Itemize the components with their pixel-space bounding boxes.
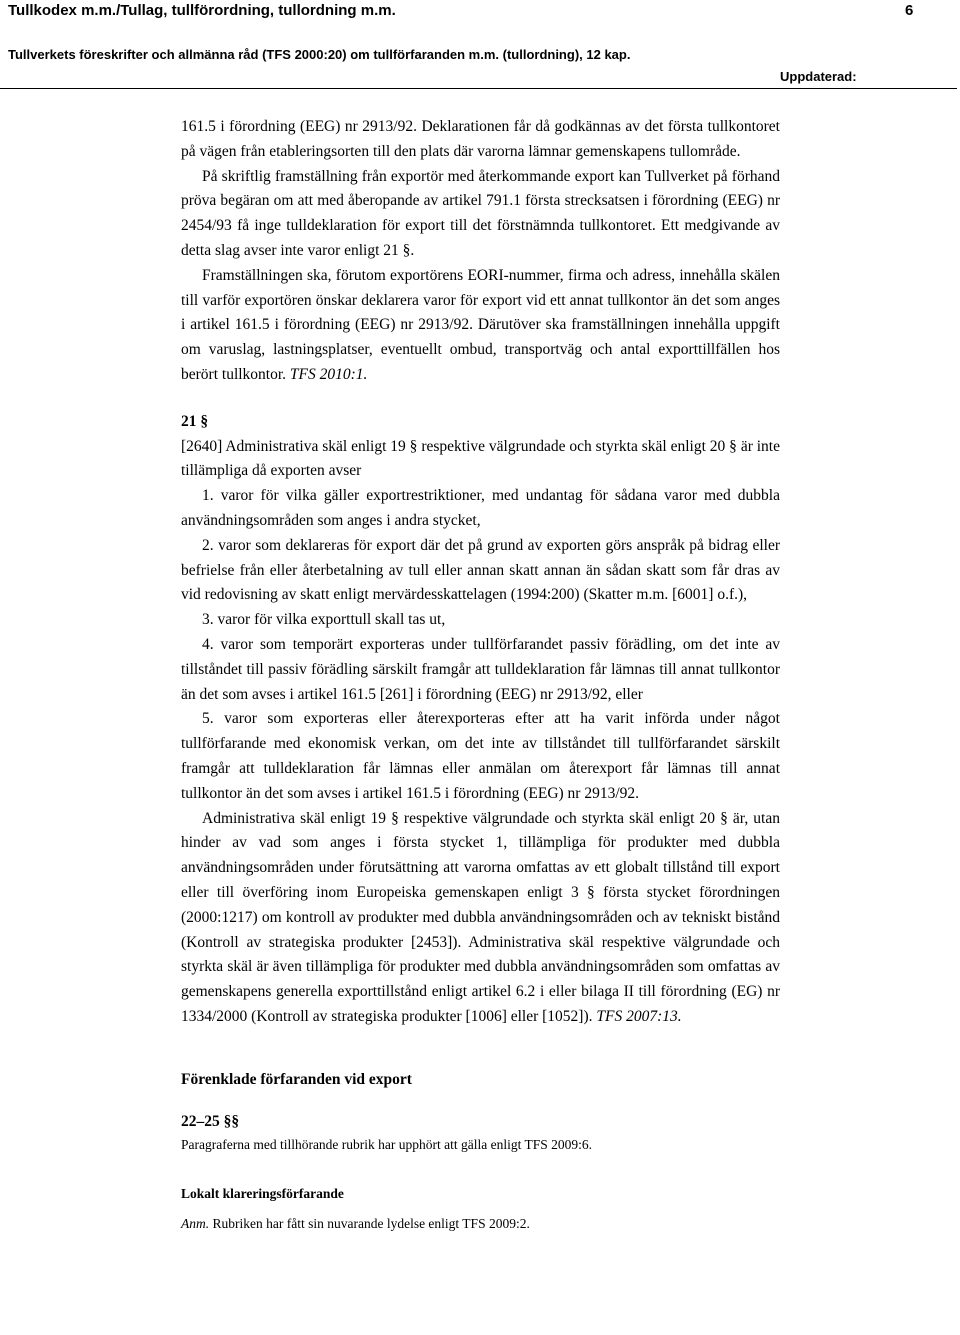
note-text: Rubriken har fått sin nuvarande lydelse enligt TFS 2009:2. bbox=[212, 1216, 530, 1232]
heading-simplified-procedures: Förenklade förfaranden vid export bbox=[181, 1070, 412, 1088]
document-subtitle: Tullverkets föreskrifter och allmänna råd (TFS 2000:20) om tullförfaranden m.m. (tullordning), 12 kap. bbox=[8, 47, 631, 62]
list-item-3: 3. varor för vilka exporttull skall tas ut, bbox=[202, 611, 446, 629]
section-22-25-heading: 22–25 §§ bbox=[181, 1113, 240, 1131]
list-item-4: 4. varor som temporärt exporteras under tullförfarandet passiv förädling, om det inte av tillståndet till passiv förädling särskilt framgår att tulldeklaration får lämnas till annat tullkontor än det som avses i artikel 161.5 [261] i förordning (EEG) nr 2913/92, eller bbox=[181, 635, 780, 703]
section-21-heading: 21 § bbox=[181, 412, 209, 430]
heading-local-clearance: Lokalt klareringsförfarande bbox=[181, 1186, 344, 1202]
section-22-25-text: Paragraferna med tillhörande rubrik har upphört att gälla enligt TFS 2009:6. bbox=[181, 1137, 593, 1153]
paragraph-application bbox=[181, 264, 780, 388]
list-item-2: 2. varor som deklareras för export där det på grund av exporten görs anspråk på bidrag eller befrielse från eller återbetalning av tull eller annan skatt annan än sådan skatt som får dras av vid redovisning av skatt enligt mervärdesskattelagen (1994:200) (Skatter m.m. [6001] o.f.), bbox=[181, 536, 780, 604]
list-item-5: 5. varor som exporteras eller återexporteras efter att ha varit införda under något tullförfarande med ekonomisk verkan, om det inte av tillståndet till tullförfarandet särskilt framgår att tulldeklaration får lämnas eller anmälan om återexport får lämnas till annat tullkontor än det som avses i artikel 161.5 i förordning (EEG) nr 2913/92. bbox=[181, 710, 780, 802]
page-number: 6 bbox=[905, 2, 914, 19]
note bbox=[181, 1214, 780, 1234]
header-divider bbox=[0, 88, 957, 89]
paragraph-dual-use-text: Administrativa skäl enligt 19 § respektive välgrundade och styrkta skäl enligt 20 § är, utan hinder av vad som anges i första stycket 1, tillämpliga för produkter med dubbla användningsområden under förutsättning att varorna omfattas av ett globalt tillstånd till export eller till överföring inom Europeiska gemenskapen enligt 3 § första stycket förordningen (2000:1217) om kontroll av produkter med dubbla användningsområden och av tekniskt bistånd (Kontroll av strategiska produkter [2453]). Administrativa skäl respektive välgrundade och styrkta skäl är även tillämpliga för produkter med dubbla användningsområden som omfattas av gemenskapens generella exporttillstånd enligt artikel 6.2 i eller bilaga II till förordning (EG) nr 1334/2000 (Kontroll av strategiska produkter [1006] eller [1052]). bbox=[181, 809, 780, 1025]
tfs-reference: TFS 2007:13. bbox=[596, 1007, 682, 1025]
paragraph-advance-ruling: På skriftlig framställning från exportör med återkommande export kan Tullverket på förhand pröva begäran om att med åberopande av artikel 791.1 första strecksatsen i förordning (EEG) nr 2454/93 få inge tulldeklaration för export till det förstnämnda tullkontoret. Ett medgivande av detta slag avser inte varor enligt 21 §. bbox=[181, 167, 780, 259]
note-label: Anm. bbox=[181, 1216, 210, 1232]
paragraph-continuation: 161.5 i förordning (EEG) nr 2913/92. Deklarationen får då godkännas av det första tullkontoret på vägen från etableringsorten till den plats där varorna lämnar gemenskapens tullområde. bbox=[181, 118, 780, 160]
paragraph-application-text: Framställningen ska, förutom exportörens EORI-nummer, firma och adress, innehålla skälen till varför exportören önskar deklarera varor för export vid ett annat tullkontor än det som anges i artikel 161.5 i förordning (EEG) nr 2913/92. Därutöver ska framställningen innehålla uppgift om varuslag, lastningsplatser, eventuellt ombud, transportväg och antal exporttillfällen hos berört tullkontor. bbox=[181, 266, 780, 383]
section-21-intro: [2640] Administrativa skäl enligt 19 § respektive välgrundade och styrkta skäl enligt 20 § är inte tillämpliga då exporten avser bbox=[181, 437, 780, 480]
document-body bbox=[181, 115, 780, 1234]
paragraph-dual-use bbox=[181, 807, 780, 1030]
updated-label: Uppdaterad: bbox=[780, 69, 857, 84]
tfs-reference: TFS 2010:1. bbox=[289, 365, 368, 383]
list-item-1: 1. varor för vilka gäller exportrestriktioner, med undantag för sådana varor med dubbla användningsområden som anges i andra stycket, bbox=[181, 487, 780, 529]
document-title: Tullkodex m.m./Tullag, tullförordning, tullordning m.m. bbox=[8, 2, 396, 19]
